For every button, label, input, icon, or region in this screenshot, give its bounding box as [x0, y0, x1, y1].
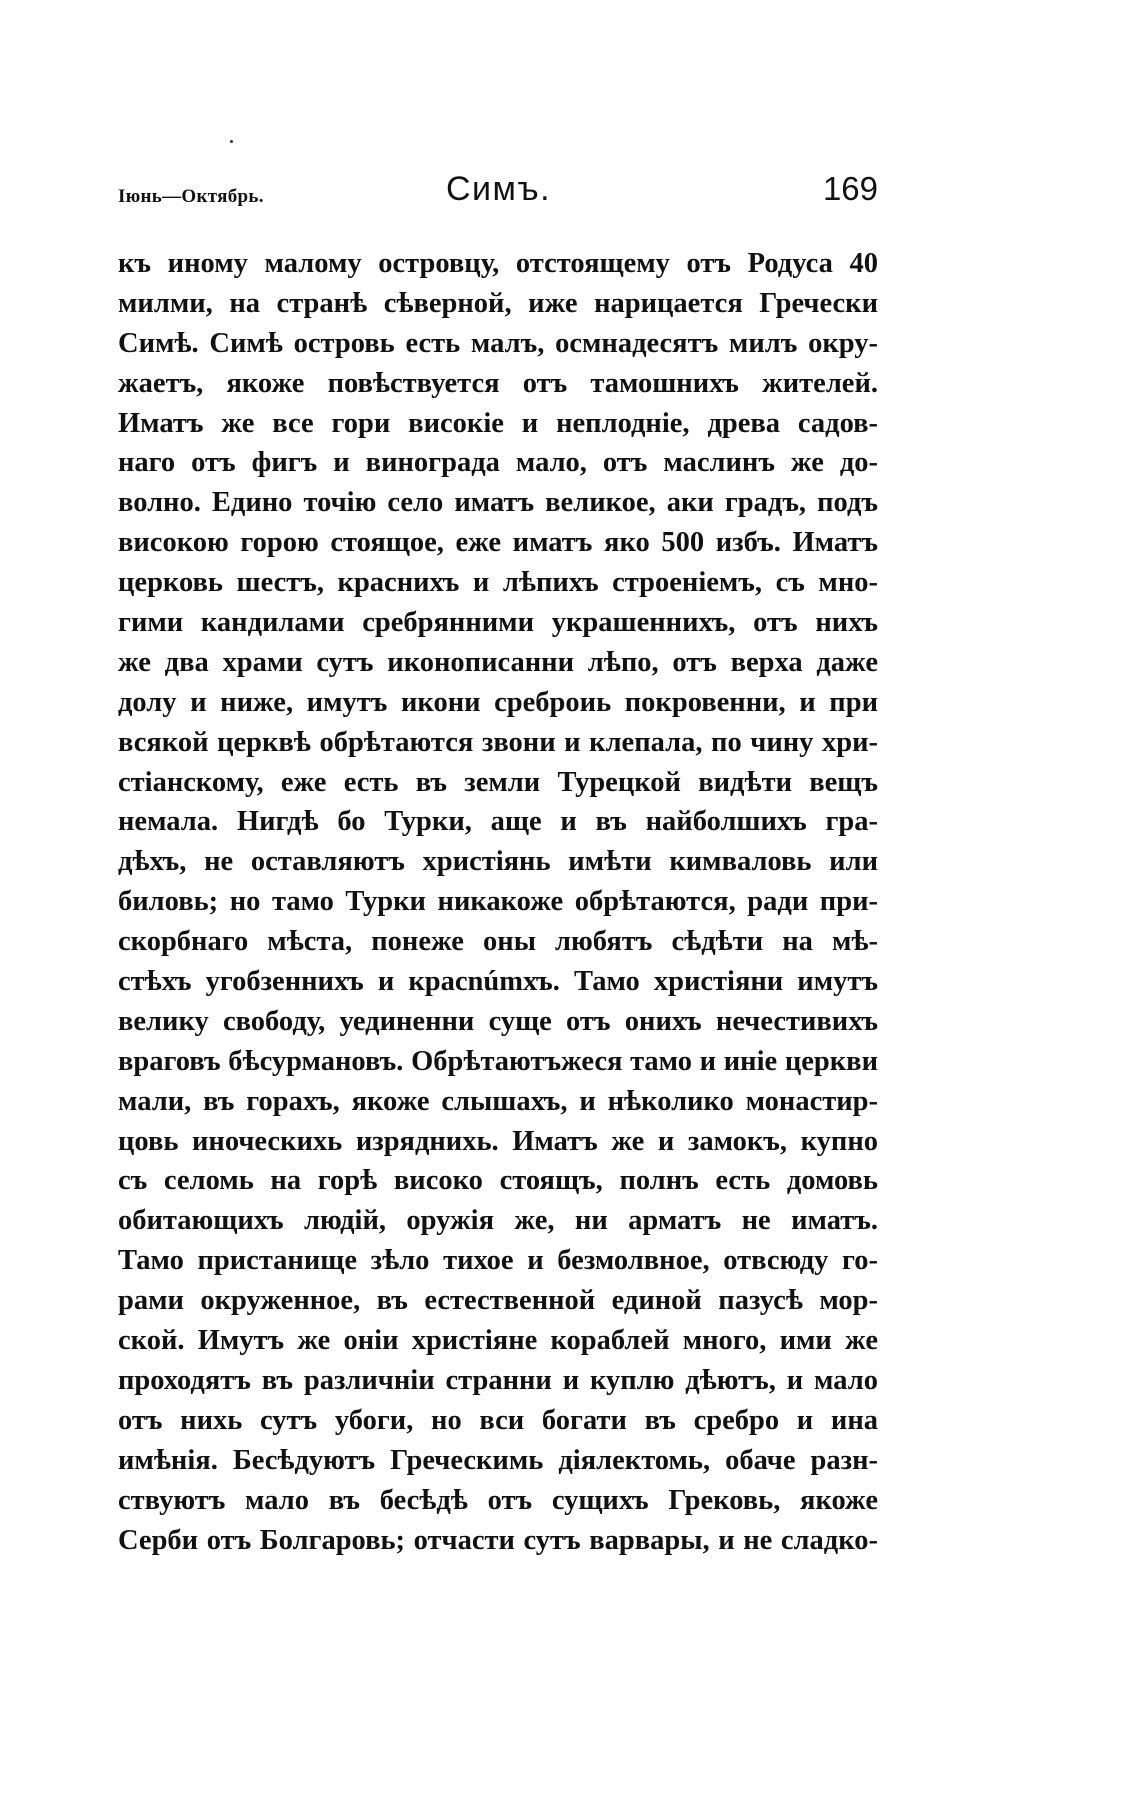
text-line: Серби отъ Болгаровь; отчасти сутъ варвары, и не сладко- [118, 1524, 878, 1556]
page-header [118, 170, 878, 220]
text-line: стіанскому, еже есть въ земли Турецкой видѣти вещъ [118, 766, 878, 798]
text-line: ской. Имутъ же оніи христіяне кораблей много, ими же [118, 1325, 878, 1357]
text-line: же два храми сутъ иконописанни лѣпо, отъ верха даже [118, 646, 878, 678]
text-line: съ селомь на горѣ високо стоящъ, полнъ есть домовь [118, 1165, 878, 1197]
text-line: церковь шестъ, краснихъ и лѣпихъ строеніемъ, съ мно- [118, 567, 878, 599]
text-line: къ иному малому островцу, отстоящему отъ Родуса 40 [118, 248, 878, 279]
text-line: немала. Нигдѣ бо Турки, аще и въ найболшихъ гра- [118, 806, 878, 838]
text-line: всякой церквѣ обрѣтаются звони и клепала, по чину хри- [118, 726, 878, 758]
text-line: цовь иноческихь изряднихь. Иматъ же и замокъ, купно [118, 1125, 878, 1157]
print-speck [230, 140, 233, 143]
text-line: милми, на странѣ сѣверной, иже нарицается Гречески [118, 287, 878, 319]
text-line: имѣнія. Бесѣдуютъ Греческимь діялектомь, обаче разн- [118, 1444, 878, 1476]
text-line: стѣхъ угобзеннихъ и красnúmхъ. Тамо христіяни имутъ [118, 966, 878, 998]
text-line: Иматъ же все гори високіе и неплодніе, древа садов- [118, 407, 878, 439]
text-line: мали, въ горахъ, якоже слышахъ, и нѣколико монастир- [118, 1085, 878, 1117]
text-line: ствуютъ мало въ бесѣдѣ отъ сущихъ Грековь, якоже [118, 1484, 878, 1516]
text-line: долу и ниже, имутъ икони среброиь покровенни, и при [118, 686, 878, 718]
page-number: 169 [822, 170, 878, 207]
text-line: наго отъ фигъ и винограда мало, отъ маслинъ же до- [118, 447, 878, 479]
text-line: отъ нихь сутъ убоги, но вси богати въ сребро и ина [118, 1404, 878, 1436]
text-line: дѣхъ, не оставляютъ христіянь имѣти кимваловь или [118, 846, 878, 878]
text-line: враговъ бѣсурмановъ. Обрѣтаютъжеся тамо и иніе церкви [118, 1045, 878, 1077]
text-line: биловь; но тамо Турки никакоже обрѣтаются, ради при- [118, 886, 878, 918]
body-text [118, 244, 878, 1560]
text-line: проходятъ въ различніи странни и куплю дѣютъ, и мало [118, 1364, 878, 1396]
page-title: Симъ. [446, 170, 552, 208]
text-line: велику свободу, уединенни суще отъ онихъ нечестивихъ [118, 1005, 878, 1037]
text-line: Симѣ. Симѣ островь есть малъ, осмнадесятъ милъ окру- [118, 327, 878, 359]
text-line: волно. Едино точію село иматъ великое, аки градъ, подъ [118, 487, 878, 519]
text-line: Тамо пристанище зѣло тихое и безмолвное, отвсюду го- [118, 1245, 878, 1277]
text-line: скорбнаго мѣста, понеже оны любятъ сѣдѣти на мѣ- [118, 926, 878, 958]
text-line: високою горою стоящое, еже иматъ яко 500 избъ. Иматъ [118, 527, 878, 559]
text-line: гими кандилами сребрянними украшеннихъ, отъ нихъ [118, 607, 878, 639]
text-line: жаетъ, якоже повѣствуется отъ тамошнихъ жителей. [118, 367, 878, 399]
text-line: обитающихъ людій, оружія же, ни арматъ не иматъ. [118, 1205, 878, 1237]
running-head: Іюнь—Октябрь. [118, 186, 264, 207]
text-line: рами окруженное, въ естественной единой пазусѣ мор- [118, 1285, 878, 1317]
